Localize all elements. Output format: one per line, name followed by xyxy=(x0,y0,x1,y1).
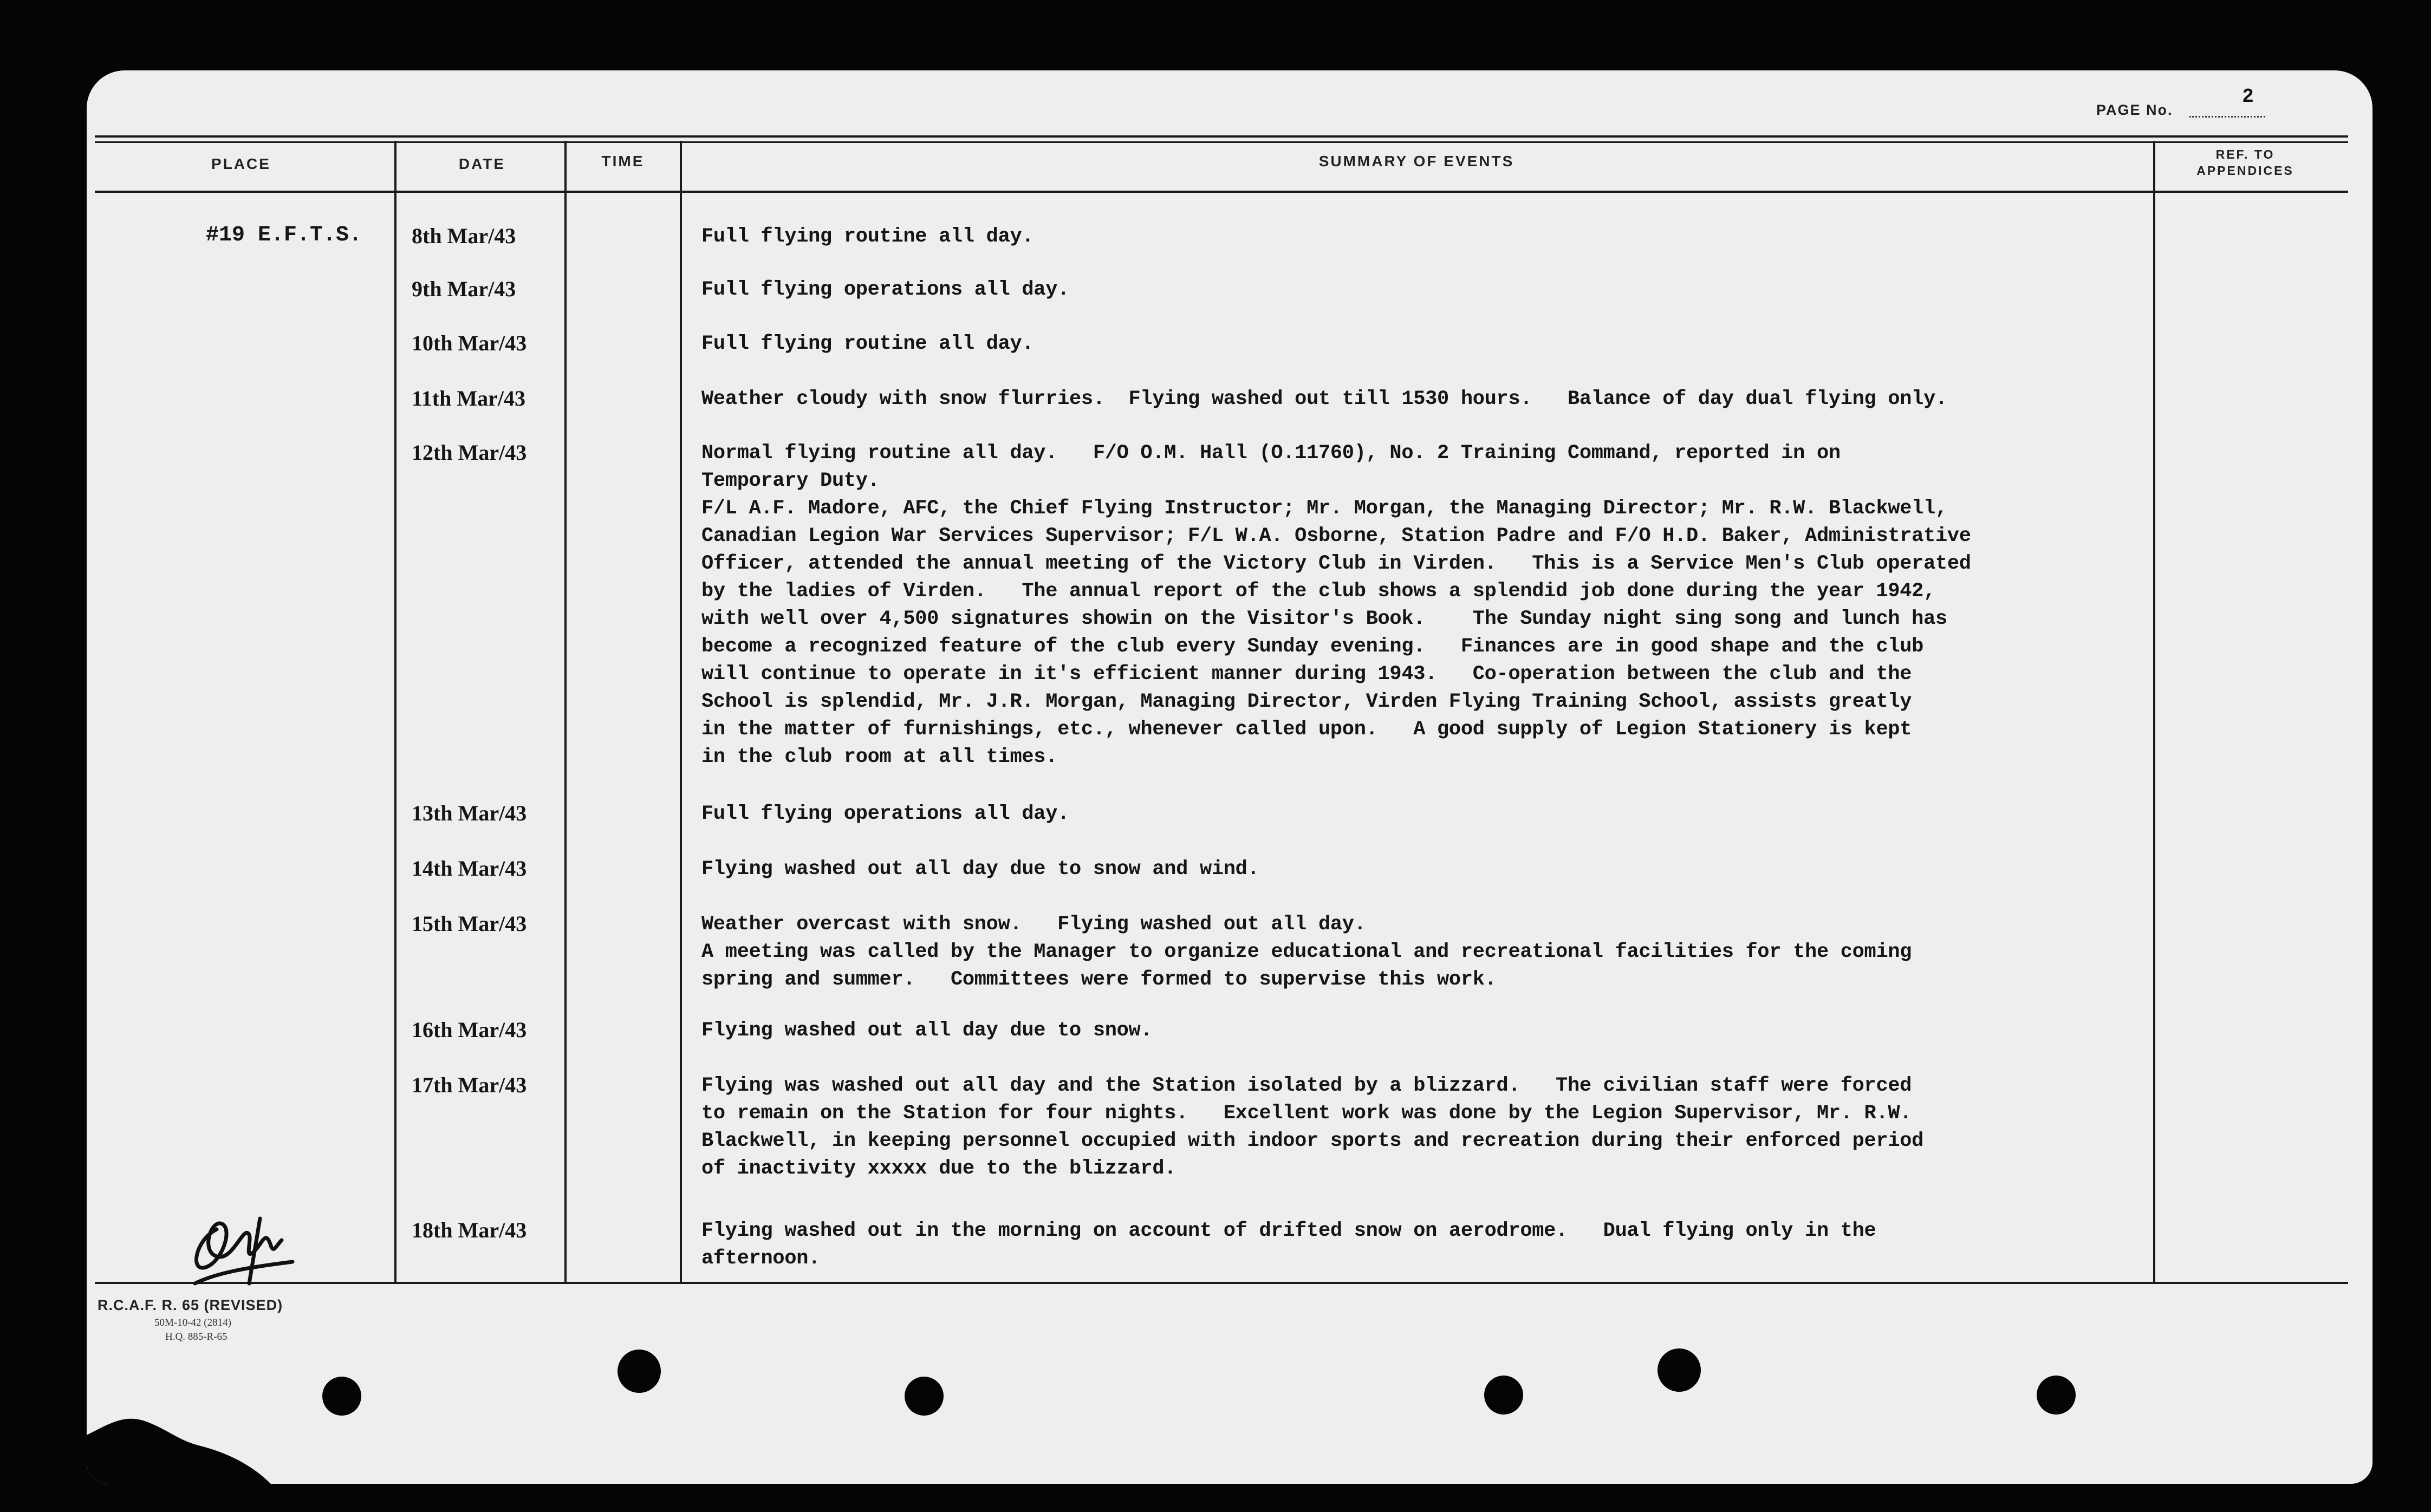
torn-corner xyxy=(87,1370,282,1484)
header-time: TIME xyxy=(601,153,645,170)
punch-hole xyxy=(618,1350,661,1393)
column-divider-time-summary xyxy=(680,141,682,1283)
entry-date: 12th Mar/43 xyxy=(412,440,527,465)
form-number: R.C.A.F. R. 65 (REVISED) xyxy=(98,1297,283,1313)
entry-date: 10th Mar/43 xyxy=(412,331,527,355)
entry-summary: Flying was washed out all day and the Station isolated by a blizzard. The civilian staff were forced to remain on the Station for four nights. Excellent work was done by the Legion Supervisor, Mr. R.W. Blackwell, in keeping personnel occupied with indoor sports and recreation during their enforced period of inactivity xxxxx due to the blizzard. xyxy=(701,1074,1924,1180)
punch-hole xyxy=(1484,1376,1523,1415)
entry-date: 8th Mar/43 xyxy=(412,224,516,248)
entry-summary: Full flying routine all day. xyxy=(701,225,1034,248)
entry-date: 16th Mar/43 xyxy=(412,1018,527,1042)
entry-summary: Flying washed out in the morning on account of drifted snow on aerodrome. Dual flying only in the afternoon. xyxy=(701,1220,1876,1270)
header-ref-line2: APPENDICES xyxy=(2196,164,2294,178)
diary-sheet xyxy=(87,70,2372,1484)
footer-rule xyxy=(95,1282,2348,1284)
form-print-code: 50M-10-42 (2814) xyxy=(154,1317,231,1328)
page-number-value: 2 xyxy=(2242,86,2254,108)
header-top-rule-2 xyxy=(95,141,2348,143)
entry-date: 14th Mar/43 xyxy=(412,856,527,881)
entry-date: 18th Mar/43 xyxy=(412,1218,527,1242)
entry-date: 15th Mar/43 xyxy=(412,911,527,936)
punch-hole xyxy=(905,1377,944,1416)
entry-summary: Normal flying routine all day. F/O O.M. Hall (O.11760), No. 2 Training Command, reported in on Temporary Duty. F/L A.F. Madore, AFC, the Chief Flying Instructor; Mr. Morgan, the Managing Director; Mr. R.W. Blackwell, Canadian Legion War Services Supervisor; F/L W.A. Osborne, Station Padre and F/O H.D. Baker, Administrative Officer, attended the annual meeting of the Victory Club in Virden. This is a Service Men's Club operated by the ladies of Virden. The annual report of the club shows a splendid job done during the year 1942, with well over 4,500 signatures showin on the Visitor's Book. The Sunday night sing song and lunch has become a recognized feature of the club every Sunday evening. Finances are in good shape and the club will continue to operate in it's efficient manner during 1943. Co-operation between the club and the School is splendid, Mr. J.R. Morgan, Managing Director, Virden Flying Training School, assists greatly in the matter of furnishings, etc., whenever called upon. A good supply of Legion Stationery is kept in the club room at all times. xyxy=(701,442,1971,768)
place-value: #19 E.F.T.S. xyxy=(206,223,362,247)
header-top-rule xyxy=(95,135,2348,138)
header-date: DATE xyxy=(458,155,506,172)
entry-summary: Flying washed out all day due to snow. xyxy=(701,1019,1153,1042)
entry-summary: Flying washed out all day due to snow and wind. xyxy=(701,858,1259,881)
form-hq-ref: H.Q. 885-R-65 xyxy=(165,1331,227,1342)
entry-date: 11th Mar/43 xyxy=(412,386,525,410)
header-ref-line1: REF. TO xyxy=(2215,147,2275,161)
entry-date: 13th Mar/43 xyxy=(412,801,527,825)
header-summary: SUMMARY OF EVENTS xyxy=(1318,153,1514,170)
column-divider-summary-ref xyxy=(2153,141,2155,1283)
header-place: PLACE xyxy=(211,155,271,172)
punch-hole xyxy=(2037,1376,2076,1415)
entry-summary: Weather cloudy with snow flurries. Flying washed out till 1530 hours. Balance of day dual flying only. xyxy=(701,388,1947,410)
column-divider-date-time xyxy=(564,141,567,1283)
entry-summary: Full flying routine all day. xyxy=(701,333,1034,355)
initials-signature xyxy=(184,1208,303,1294)
punch-hole xyxy=(1658,1348,1701,1392)
entry-summary: Weather overcast with snow. Flying washed out all day. A meeting was called by the Manager to organize educational and recreational facilities for the coming spring and summer. Committees were formed to supervise this work. xyxy=(701,913,1912,991)
page-number-underline xyxy=(2189,116,2265,118)
entry-date: 9th Mar/43 xyxy=(412,277,516,301)
entry-summary: Full flying operations all day. xyxy=(701,278,1070,301)
entry-summary: Full flying operations all day. xyxy=(701,803,1070,825)
column-divider-place-date xyxy=(394,141,396,1283)
punch-hole xyxy=(322,1377,361,1416)
page-number-label: PAGE No. xyxy=(2096,102,2173,118)
header-bottom-rule xyxy=(95,191,2348,193)
entry-date: 17th Mar/43 xyxy=(412,1073,527,1097)
